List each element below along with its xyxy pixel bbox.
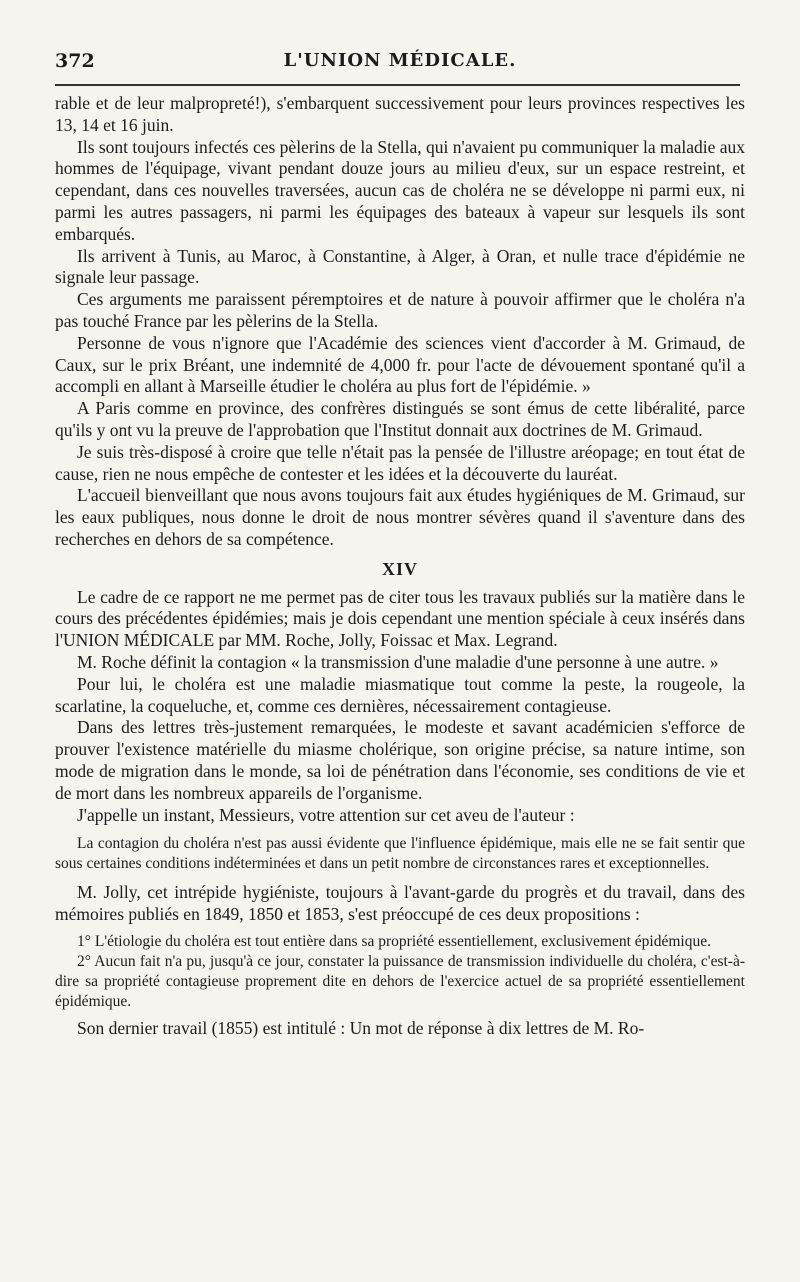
paragraph: M. Roche définit la contagion « la transmission d'une maladie d'une personne à une autre. »	[77, 651, 719, 672]
paragraph: Dans des lettres très-justement remarquées, le modeste et savant académicien s'efforce de prouver l'existence matérielle du miasme cholérique, son origine précise, sa nature intime, son mode de migration dans le monde, sa loi de pénétration dans l'économie, ses conditions de vie et de mort dans les nombreux appareils de l'organisme.	[55, 717, 745, 803]
paragraph: Ils arrivent à Tunis, au Maroc, à Constantine, à Alger, à Oran, et nulle trace d'épidémie ne signale leur passage.	[55, 245, 745, 288]
page-header	[55, 50, 745, 74]
paragraph: Personne de vous n'ignore que l'Académie des sciences vient d'accorder à M. Grimaud, de Caux, sur le prix Bréant, une indemnité de 4,000 fr. pour l'acte de dévouement spontané qu'il a accompli en allant à Marseille étudier le choléra au plus fort de l'épidémie. »	[55, 332, 745, 397]
page-number: 372	[55, 50, 95, 72]
running-title: L'UNION MÉDICALE.	[283, 50, 517, 71]
paragraph: Ils sont toujours infectés ces pèlerins de la Stella, qui n'avaient pu communiquer la maladie aux hommes de l'équipage, vivant pendant douze jours au milieu d'eux, sur un espace restreint, et cependant, dans ces nouvelles traversées, aucun cas de choléra ne se développe ni parmi eux, ni parmi les autres passagers, ni parmi les équipages des bateaux à vapeur sur lesquels ils sont embarqués.	[55, 136, 745, 244]
paragraph: A Paris comme en province, des confrères distingués se sont émus de cette libéralité, parce qu'ils y ont vu la preuve de l'approbation que l'Institut donnait aux doctrines de M. Grimaud.	[55, 398, 745, 440]
header-rule	[55, 84, 740, 86]
section-heading: XIV	[381, 558, 418, 579]
paragraph: Le cadre de ce rapport ne me permet pas de citer tous les travaux publiés sur la matière dans le cours des précédentes épidémies; mais je dois cependant une mention spéciale à ceux insérés dans l'UNION MÉDICALE par MM. Roche, Jolly, Foissac et Max. Legrand.	[55, 586, 745, 651]
paragraph: Son dernier travail (1855) est intitulé : Un mot de réponse à dix lettres de M. Ro-	[77, 1017, 645, 1038]
paragraph: J'appelle un instant, Messieurs, votre attention sur cet aveu de l'auteur :	[77, 804, 575, 825]
paragraph: L'accueil bienveillant que nous avons toujours fait aux études hygiéniques de M. Grimaud, sur les eaux publiques, nous donne le droit de nous montrer sévères quand il s'aventure dans des recherches en dehors de sa compétence.	[55, 485, 745, 549]
proposition-1: 1° L'étiologie du choléra est tout entière dans sa propriété essentiellement, exclusivement épidémique.	[77, 932, 711, 950]
paragraph: Ces arguments me paraissent péremptoires et de nature à pouvoir affirmer que le choléra n'a pas touché France par les pèlerins de la Stella.	[55, 289, 745, 331]
block-quote	[55, 834, 745, 874]
paragraph: rable et de leur malpropreté!), s'embarquent successivement pour leurs provinces respectives les 13, 14 et 16 juin.	[55, 93, 745, 135]
quote-text: La contagion du choléra n'est pas aussi évidente que l'influence épidémique, mais elle ne se fait sentir que sous certaines conditions indéterminées et dans un petit nombre de circonstances rares et exceptionnelles.	[55, 835, 745, 873]
paragraph: Je suis très-disposé à croire que telle n'était pas la pensée de l'illustre aréopage; en tout état de cause, rien ne nous empêche de contester et les idées et la découverte du lauréat.	[55, 441, 745, 484]
paragraph: Pour lui, le choléra est une maladie miasmatique tout comme la peste, la rougeole, la scarlatine, la coqueluche, et, comme ces dernières, nécessairement contagieuse.	[55, 673, 745, 716]
paragraph: M. Jolly, cet intrépide hygiéniste, toujours à l'avant-garde du progrès et du travail, dans des mémoires publiés en 1849, 1850 et 1853, s'est préoccupé de ces deux propositions :	[55, 882, 745, 925]
body-text	[55, 93, 745, 1040]
proposition-2: 2° Aucun fait n'a pu, jusqu'à ce jour, constater la puissance de transmission individuelle du choléra, c'est-à-dire sa propriété contagieuse proprement dite en dehors de l'exercice actuel de sa propriété essentiellement épidémique.	[55, 952, 745, 1010]
